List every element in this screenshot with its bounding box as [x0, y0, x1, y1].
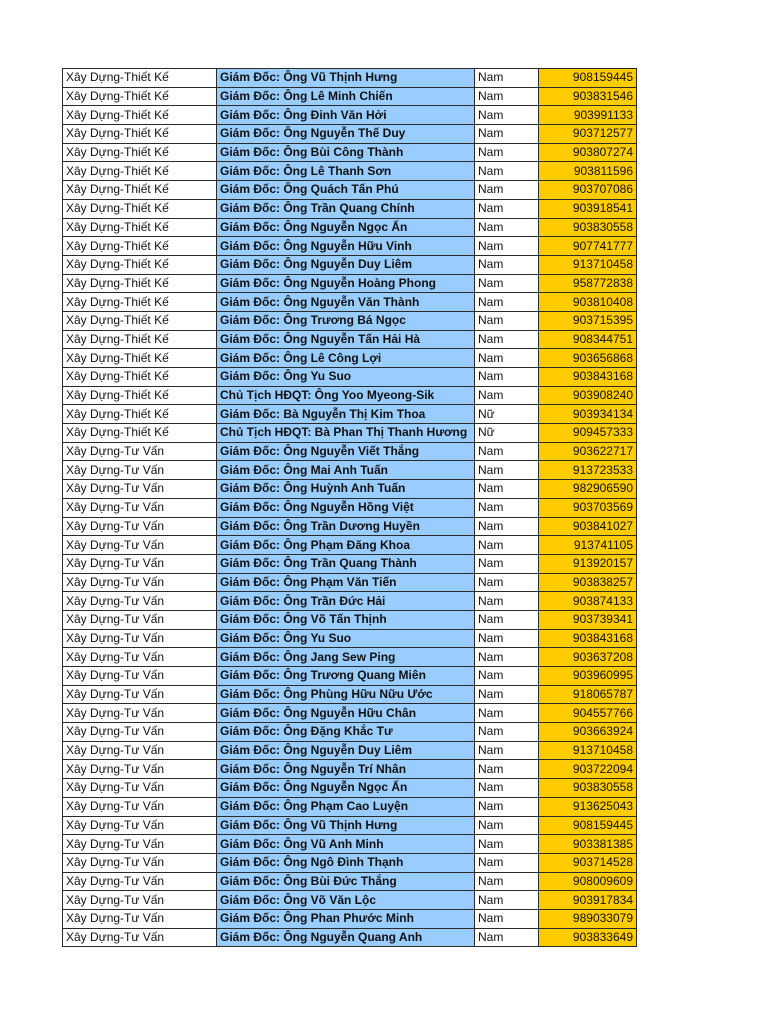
phone-cell[interactable]: 903830558 [539, 779, 637, 798]
phone-cell[interactable]: 913920157 [539, 554, 637, 573]
director-cell[interactable]: Giám Đốc: Ông Nguyễn Quang Anh [217, 928, 475, 947]
director-cell[interactable]: Giám Đốc: Ông Yu Suo [217, 368, 475, 387]
director-cell[interactable]: Chủ Tịch HĐQT: Bà Phan Thị Thanh Hương [217, 424, 475, 443]
industry-cell[interactable]: Xây Dựng-Thiết Kế [63, 162, 217, 181]
gender-cell[interactable]: Nam [475, 125, 539, 144]
gender-cell[interactable]: Nam [475, 816, 539, 835]
gender-cell[interactable]: Nam [475, 760, 539, 779]
table-row [63, 741, 637, 760]
table-row [63, 106, 637, 125]
table-row [63, 610, 637, 629]
table-row [63, 928, 637, 947]
gender-cell[interactable]: Nam [475, 536, 539, 555]
table-row [63, 685, 637, 704]
phone-cell[interactable]: 903843168 [539, 629, 637, 648]
industry-cell[interactable]: Xây Dựng-Thiết Kế [63, 349, 217, 368]
industry-cell[interactable]: Xây Dựng-Tư Vấn [63, 909, 217, 928]
industry-cell[interactable]: Xây Dựng-Tư Vấn [63, 648, 217, 667]
gender-cell[interactable]: Nam [475, 610, 539, 629]
gender-cell[interactable]: Nam [475, 498, 539, 517]
director-cell[interactable]: Giám Đốc: Ông Jang Sew Ping [217, 648, 475, 667]
gender-cell[interactable]: Nam [475, 386, 539, 405]
industry-cell[interactable]: Xây Dựng-Tư Vấn [63, 779, 217, 798]
gender-cell[interactable]: Nam [475, 779, 539, 798]
gender-cell[interactable]: Nam [475, 704, 539, 723]
table-row [63, 909, 637, 928]
phone-cell[interactable]: 903381385 [539, 835, 637, 854]
phone-cell[interactable]: 913625043 [539, 797, 637, 816]
gender-cell[interactable]: Nam [475, 162, 539, 181]
phone-cell[interactable]: 903831546 [539, 87, 637, 106]
phone-cell[interactable]: 903833649 [539, 928, 637, 947]
gender-cell[interactable]: Nam [475, 573, 539, 592]
table-row [63, 498, 637, 517]
industry-cell[interactable]: Xây Dựng-Tư Vấn [63, 517, 217, 536]
industry-cell[interactable]: Xây Dựng-Thiết Kế [63, 106, 217, 125]
industry-cell[interactable]: Xây Dựng-Tư Vấn [63, 835, 217, 854]
industry-cell[interactable]: Xây Dựng-Thiết Kế [63, 181, 217, 200]
industry-cell[interactable]: Xây Dựng-Tư Vấn [63, 573, 217, 592]
director-cell[interactable]: Giám Đốc: Ông Nguyễn Ngọc Ấn [217, 218, 475, 237]
gender-cell[interactable]: Nam [475, 274, 539, 293]
table-row [63, 667, 637, 686]
industry-cell[interactable]: Xây Dựng-Tư Vấn [63, 891, 217, 910]
industry-cell[interactable]: Xây Dựng-Tư Vấn [63, 610, 217, 629]
industry-cell[interactable]: Xây Dựng-Tư Vấn [63, 685, 217, 704]
director-cell[interactable]: Giám Đốc: Ông Lê Minh Chiến [217, 87, 475, 106]
industry-cell[interactable]: Xây Dựng-Tư Vấn [63, 741, 217, 760]
phone-cell[interactable]: 903712577 [539, 125, 637, 144]
director-cell[interactable]: Giám Đốc: Ông Vũ Thịnh Hưng [217, 69, 475, 88]
industry-cell[interactable]: Xây Dựng-Tư Vấn [63, 928, 217, 947]
director-cell[interactable]: Giám Đốc: Ông Lê Công Lợi [217, 349, 475, 368]
gender-cell[interactable]: Nam [475, 835, 539, 854]
director-cell[interactable]: Giám Đốc: Ông Nguyễn Tấn Hải Hà [217, 330, 475, 349]
director-cell[interactable]: Giám Đốc: Ông Nguyễn Duy Liêm [217, 741, 475, 760]
phone-cell[interactable]: 903714528 [539, 853, 637, 872]
table-row [63, 723, 637, 742]
industry-cell[interactable]: Xây Dựng-Thiết Kế [63, 69, 217, 88]
phone-cell[interactable]: 903807274 [539, 143, 637, 162]
director-cell[interactable]: Giám Đốc: Ông Lê Thanh Sơn [217, 162, 475, 181]
industry-cell[interactable]: Xây Dựng-Thiết Kế [63, 199, 217, 218]
director-cell[interactable]: Giám Đốc: Ông Mai Anh Tuấn [217, 461, 475, 480]
table-row [63, 330, 637, 349]
phone-cell[interactable]: 903934134 [539, 405, 637, 424]
table-row [63, 461, 637, 480]
director-cell[interactable]: Giám Đốc: Bà Nguyễn Thị Kim Thoa [217, 405, 475, 424]
table-row [63, 592, 637, 611]
director-cell[interactable]: Giám Đốc: Ông Trần Quang Chính [217, 199, 475, 218]
gender-cell[interactable]: Nam [475, 237, 539, 256]
gender-cell[interactable]: Nam [475, 181, 539, 200]
director-cell[interactable]: Giám Đốc: Ông Trương Quang Miên [217, 667, 475, 686]
industry-cell[interactable]: Xây Dựng-Thiết Kế [63, 293, 217, 312]
table-row [63, 349, 637, 368]
phone-cell[interactable]: 903739341 [539, 610, 637, 629]
table-row [63, 480, 637, 499]
gender-cell[interactable]: Nam [475, 723, 539, 742]
gender-cell[interactable]: Nam [475, 349, 539, 368]
table-row [63, 835, 637, 854]
industry-cell[interactable]: Xây Dựng-Tư Vấn [63, 442, 217, 461]
table-row [63, 311, 637, 330]
industry-cell[interactable]: Xây Dựng-Thiết Kế [63, 237, 217, 256]
industry-cell[interactable]: Xây Dựng-Tư Vấn [63, 498, 217, 517]
director-cell[interactable]: Giám Đốc: Ông Bùi Công Thành [217, 143, 475, 162]
director-cell[interactable]: Giám Đốc: Ông Phùng Hữu Nữu Ước [217, 685, 475, 704]
gender-cell[interactable]: Nữ [475, 405, 539, 424]
phone-cell[interactable]: 913710458 [539, 741, 637, 760]
director-cell[interactable]: Giám Đốc: Ông Trần Đức Hải [217, 592, 475, 611]
director-cell[interactable]: Giám Đốc: Ông Nguyễn Văn Thành [217, 293, 475, 312]
table-row [63, 853, 637, 872]
table-row [63, 760, 637, 779]
phone-cell[interactable]: 913741105 [539, 536, 637, 555]
director-cell[interactable]: Giám Đốc: Ông Nguyễn Thế Duy [217, 125, 475, 144]
table-row [63, 255, 637, 274]
table-row [63, 199, 637, 218]
industry-cell[interactable]: Xây Dựng-Thiết Kế [63, 330, 217, 349]
table-row [63, 573, 637, 592]
phone-cell[interactable]: 903918541 [539, 199, 637, 218]
table-row [63, 162, 637, 181]
phone-cell[interactable]: 903707086 [539, 181, 637, 200]
table-row [63, 779, 637, 798]
gender-cell[interactable]: Nam [475, 909, 539, 928]
gender-cell[interactable]: Nam [475, 218, 539, 237]
director-cell[interactable]: Giám Đốc: Ông Vũ Anh Minh [217, 835, 475, 854]
gender-cell[interactable]: Nam [475, 311, 539, 330]
phone-cell[interactable]: 903622717 [539, 442, 637, 461]
director-cell[interactable]: Giám Đốc: Ông Phạm Văn Tiến [217, 573, 475, 592]
gender-cell[interactable]: Nam [475, 741, 539, 760]
gender-cell[interactable]: Nam [475, 106, 539, 125]
industry-cell[interactable]: Xây Dựng-Thiết Kế [63, 386, 217, 405]
phone-cell[interactable]: 908159445 [539, 816, 637, 835]
director-cell[interactable]: Giám Đốc: Ông Ngô Đình Thạnh [217, 853, 475, 872]
director-cell[interactable]: Giám Đốc: Ông Nguyễn Ngọc Ấn [217, 779, 475, 798]
phone-cell[interactable]: 908344751 [539, 330, 637, 349]
gender-cell[interactable]: Nam [475, 592, 539, 611]
gender-cell[interactable]: Nam [475, 685, 539, 704]
phone-cell[interactable]: 903663924 [539, 723, 637, 742]
phone-cell[interactable]: 903843168 [539, 368, 637, 387]
phone-cell[interactable]: 909457333 [539, 424, 637, 443]
director-cell[interactable]: Giám Đốc: Ông Nguyễn Hoàng Phong [217, 274, 475, 293]
phone-cell[interactable]: 903637208 [539, 648, 637, 667]
director-cell[interactable]: Giám Đốc: Ông Quách Tấn Phú [217, 181, 475, 200]
gender-cell[interactable]: Nam [475, 255, 539, 274]
gender-cell[interactable]: Nam [475, 480, 539, 499]
phone-cell[interactable]: 903838257 [539, 573, 637, 592]
gender-cell[interactable]: Nam [475, 872, 539, 891]
table-row [63, 405, 637, 424]
gender-cell[interactable]: Nam [475, 143, 539, 162]
gender-cell[interactable]: Nam [475, 87, 539, 106]
phone-cell[interactable]: 903960995 [539, 667, 637, 686]
table-row [63, 143, 637, 162]
gender-cell[interactable]: Nam [475, 928, 539, 947]
gender-cell[interactable]: Nam [475, 330, 539, 349]
table-row [63, 629, 637, 648]
gender-cell[interactable]: Nam [475, 648, 539, 667]
industry-cell[interactable]: Xây Dựng-Tư Vấn [63, 629, 217, 648]
industry-cell[interactable]: Xây Dựng-Thiết Kế [63, 218, 217, 237]
spreadsheet-table [62, 68, 637, 947]
table-row [63, 536, 637, 555]
industry-cell[interactable]: Xây Dựng-Tư Vấn [63, 704, 217, 723]
table-row [63, 891, 637, 910]
phone-cell[interactable]: 903703569 [539, 498, 637, 517]
industry-cell[interactable]: Xây Dựng-Tư Vấn [63, 536, 217, 555]
phone-cell[interactable]: 903841027 [539, 517, 637, 536]
phone-cell[interactable]: 903656868 [539, 349, 637, 368]
director-cell[interactable]: Giám Đốc: Ông Phan Phước Minh [217, 909, 475, 928]
table-row [63, 386, 637, 405]
gender-cell[interactable]: Nam [475, 667, 539, 686]
phone-cell[interactable]: 903830558 [539, 218, 637, 237]
director-cell[interactable]: Giám Đốc: Ông Nguyễn Duy Liêm [217, 255, 475, 274]
director-cell[interactable]: Giám Đốc: Ông Nguyễn Viết Thắng [217, 442, 475, 461]
director-cell[interactable]: Giám Đốc: Ông Trần Quang Thành [217, 554, 475, 573]
industry-cell[interactable]: Xây Dựng-Tư Vấn [63, 554, 217, 573]
phone-cell[interactable]: 989033079 [539, 909, 637, 928]
gender-cell[interactable]: Nam [475, 368, 539, 387]
table-row [63, 648, 637, 667]
phone-cell[interactable]: 918065787 [539, 685, 637, 704]
table-row [63, 181, 637, 200]
director-cell[interactable]: Giám Đốc: Ông Phạm Đăng Khoa [217, 536, 475, 555]
phone-cell[interactable]: 982906590 [539, 480, 637, 499]
table-row [63, 517, 637, 536]
industry-cell[interactable]: Xây Dựng-Tư Vấn [63, 797, 217, 816]
gender-cell[interactable]: Nam [475, 554, 539, 573]
phone-cell[interactable]: 903874133 [539, 592, 637, 611]
director-cell[interactable]: Giám Đốc: Ông Nguyễn Hữu Chân [217, 704, 475, 723]
director-cell[interactable]: Giám Đốc: Ông Nguyễn Hữu Vinh [217, 237, 475, 256]
phone-cell[interactable]: 903908240 [539, 386, 637, 405]
phone-cell[interactable]: 903991133 [539, 106, 637, 125]
table-row [63, 554, 637, 573]
gender-cell[interactable]: Nam [475, 199, 539, 218]
director-cell[interactable]: Giám Đốc: Ông Đinh Văn Hởi [217, 106, 475, 125]
phone-cell[interactable]: 903811596 [539, 162, 637, 181]
table-row [63, 442, 637, 461]
table-row [63, 125, 637, 144]
director-cell[interactable]: Giám Đốc: Ông Nguyễn Hồng Việt [217, 498, 475, 517]
phone-cell[interactable]: 904557766 [539, 704, 637, 723]
industry-cell[interactable]: Xây Dựng-Tư Vấn [63, 461, 217, 480]
industry-cell[interactable]: Xây Dựng-Thiết Kế [63, 405, 217, 424]
table-row [63, 274, 637, 293]
table-row [63, 872, 637, 891]
industry-cell[interactable]: Xây Dựng-Tư Vấn [63, 592, 217, 611]
table-body [63, 69, 637, 947]
director-cell[interactable]: Giám Đốc: Ông Yu Suo [217, 629, 475, 648]
table-row [63, 816, 637, 835]
phone-cell[interactable]: 908159445 [539, 69, 637, 88]
industry-cell[interactable]: Xây Dựng-Thiết Kế [63, 143, 217, 162]
industry-cell[interactable]: Xây Dựng-Tư Vấn [63, 760, 217, 779]
industry-cell[interactable]: Xây Dựng-Thiết Kế [63, 311, 217, 330]
director-cell[interactable]: Giám Đốc: Ông Nguyễn Trí Nhân [217, 760, 475, 779]
industry-cell[interactable]: Xây Dựng-Tư Vấn [63, 723, 217, 742]
director-cell[interactable]: Giám Đốc: Ông Vũ Thịnh Hưng [217, 816, 475, 835]
phone-cell[interactable]: 907741777 [539, 237, 637, 256]
industry-cell[interactable]: Xây Dựng-Tư Vấn [63, 872, 217, 891]
industry-cell[interactable]: Xây Dựng-Tư Vấn [63, 480, 217, 499]
gender-cell[interactable]: Nam [475, 442, 539, 461]
table-row [63, 704, 637, 723]
gender-cell[interactable]: Nam [475, 853, 539, 872]
phone-cell[interactable]: 903810408 [539, 293, 637, 312]
table-row [63, 293, 637, 312]
gender-cell[interactable]: Nam [475, 891, 539, 910]
phone-cell[interactable]: 908009609 [539, 872, 637, 891]
table-row [63, 237, 637, 256]
gender-cell[interactable]: Nam [475, 293, 539, 312]
director-cell[interactable]: Giám Đốc: Ông Đặng Khắc Tư [217, 723, 475, 742]
phone-cell[interactable]: 903715395 [539, 311, 637, 330]
phone-cell[interactable]: 903722094 [539, 760, 637, 779]
table-row [63, 87, 637, 106]
table-row [63, 218, 637, 237]
director-cell[interactable]: Giám Đốc: Ông Phạm Cao Luyện [217, 797, 475, 816]
industry-cell[interactable]: Xây Dựng-Thiết Kế [63, 125, 217, 144]
table-row [63, 368, 637, 387]
director-cell[interactable]: Giám Đốc: Ông Trần Dương Huyền [217, 517, 475, 536]
industry-cell[interactable]: Xây Dựng-Thiết Kế [63, 274, 217, 293]
table-row [63, 69, 637, 88]
industry-cell[interactable]: Xây Dựng-Thiết Kế [63, 87, 217, 106]
industry-cell[interactable]: Xây Dựng-Thiết Kế [63, 368, 217, 387]
industry-cell[interactable]: Xây Dựng-Thiết Kế [63, 424, 217, 443]
table-row [63, 424, 637, 443]
phone-cell[interactable]: 958772838 [539, 274, 637, 293]
gender-cell[interactable]: Nam [475, 517, 539, 536]
gender-cell[interactable]: Nữ [475, 424, 539, 443]
director-cell[interactable]: Giám Đốc: Ông Trương Bá Ngọc [217, 311, 475, 330]
gender-cell[interactable]: Nam [475, 461, 539, 480]
industry-cell[interactable]: Xây Dựng-Tư Vấn [63, 667, 217, 686]
director-cell[interactable]: Giám Đốc: Ông Võ Văn Lộc [217, 891, 475, 910]
industry-cell[interactable]: Xây Dựng-Tư Vấn [63, 853, 217, 872]
phone-cell[interactable]: 913723533 [539, 461, 637, 480]
gender-cell[interactable]: Nam [475, 797, 539, 816]
gender-cell[interactable]: Nam [475, 629, 539, 648]
director-cell[interactable]: Giám Đốc: Ông Võ Tấn Thịnh [217, 610, 475, 629]
phone-cell[interactable]: 913710458 [539, 255, 637, 274]
table-row [63, 797, 637, 816]
phone-cell[interactable]: 903917834 [539, 891, 637, 910]
industry-cell[interactable]: Xây Dựng-Thiết Kế [63, 255, 217, 274]
director-cell[interactable]: Chủ Tịch HĐQT: Ông Yoo Myeong-Sik [217, 386, 475, 405]
gender-cell[interactable]: Nam [475, 69, 539, 88]
industry-cell[interactable]: Xây Dựng-Tư Vấn [63, 816, 217, 835]
director-cell[interactable]: Giám Đốc: Ông Bùi Đức Thắng [217, 872, 475, 891]
director-cell[interactable]: Giám Đốc: Ông Huỳnh Anh Tuấn [217, 480, 475, 499]
